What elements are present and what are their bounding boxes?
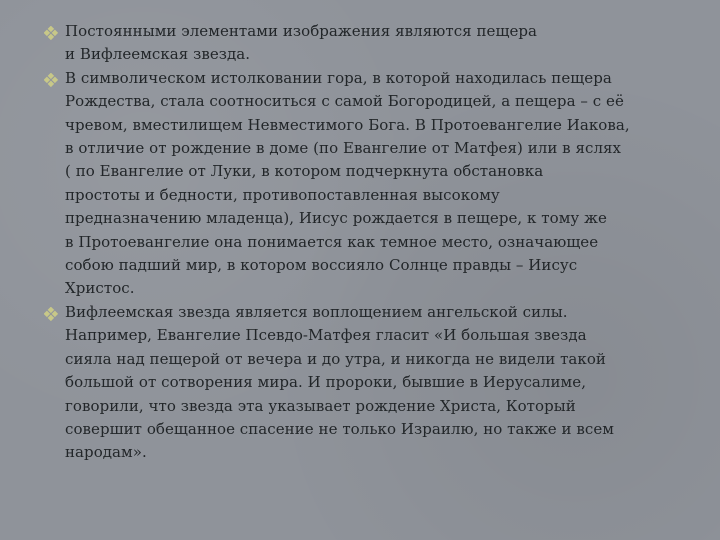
- text-line: народам».: [65, 443, 147, 462]
- text-line: Вифлеемская звезда является воплощением ангельской силы.: [65, 302, 568, 321]
- bullet-text: [65, 20, 694, 67]
- diamond-bullet-icon: [44, 73, 58, 87]
- bullet-text: [65, 67, 694, 301]
- text-line: в отличие от рождение в доме (по Евангелие от Матфея) или в яслях: [65, 139, 622, 158]
- text-line: сияла над пещерой от вечера и до утра, и никогда не видели такой: [65, 349, 606, 368]
- bullet-item: [44, 301, 694, 465]
- bullet-text: [65, 301, 694, 465]
- text-line: чревом, вместилищем Невместимого Бога. В Протоевангелие Иакова,: [65, 115, 630, 134]
- text-line: ( по Евангелие от Луки, в котором подчеркнута обстановка: [65, 162, 544, 181]
- slide-content: [44, 20, 694, 465]
- text-line: Рождества, стала соотноситься с самой Богородицей, а пещера – с её: [65, 92, 624, 111]
- bullet-item: [44, 20, 694, 67]
- text-line: Постоянными элементами изображения являются пещера: [65, 22, 538, 40]
- text-line: простоты и бедности, противопоставленная высокому: [65, 185, 500, 204]
- bullet-item: [44, 67, 694, 301]
- text-line: в Протоевангелие она понимается как темное место, означающее: [65, 232, 599, 251]
- text-line: собою падший мир, в котором воссияло Солнце правды – Иисус: [65, 256, 578, 275]
- text-line: большой от сотворения мира. И пророки, бывшие в Иерусалиме,: [65, 373, 587, 392]
- text-line: Христос.: [65, 279, 135, 298]
- text-line: Например, Евангелие Псевдо-Матфея гласит «И большая звезда: [65, 326, 587, 345]
- text-line: совершит обещанное спасение не только Израилю, но также и всем: [65, 419, 615, 438]
- text-line: говорили, что звезда эта указывает рождение Христа, Который: [65, 396, 576, 415]
- text-line: предназначению младенца), Иисус рождается в пещере, к тому же: [65, 209, 607, 228]
- text-line: В символическом истолковании гора, в которой находилась пещера: [65, 68, 612, 87]
- diamond-bullet-icon: [44, 307, 58, 321]
- diamond-bullet-icon: [44, 26, 58, 40]
- bullet-list: [44, 20, 694, 465]
- text-line: и Вифлеемская звезда.: [65, 45, 251, 64]
